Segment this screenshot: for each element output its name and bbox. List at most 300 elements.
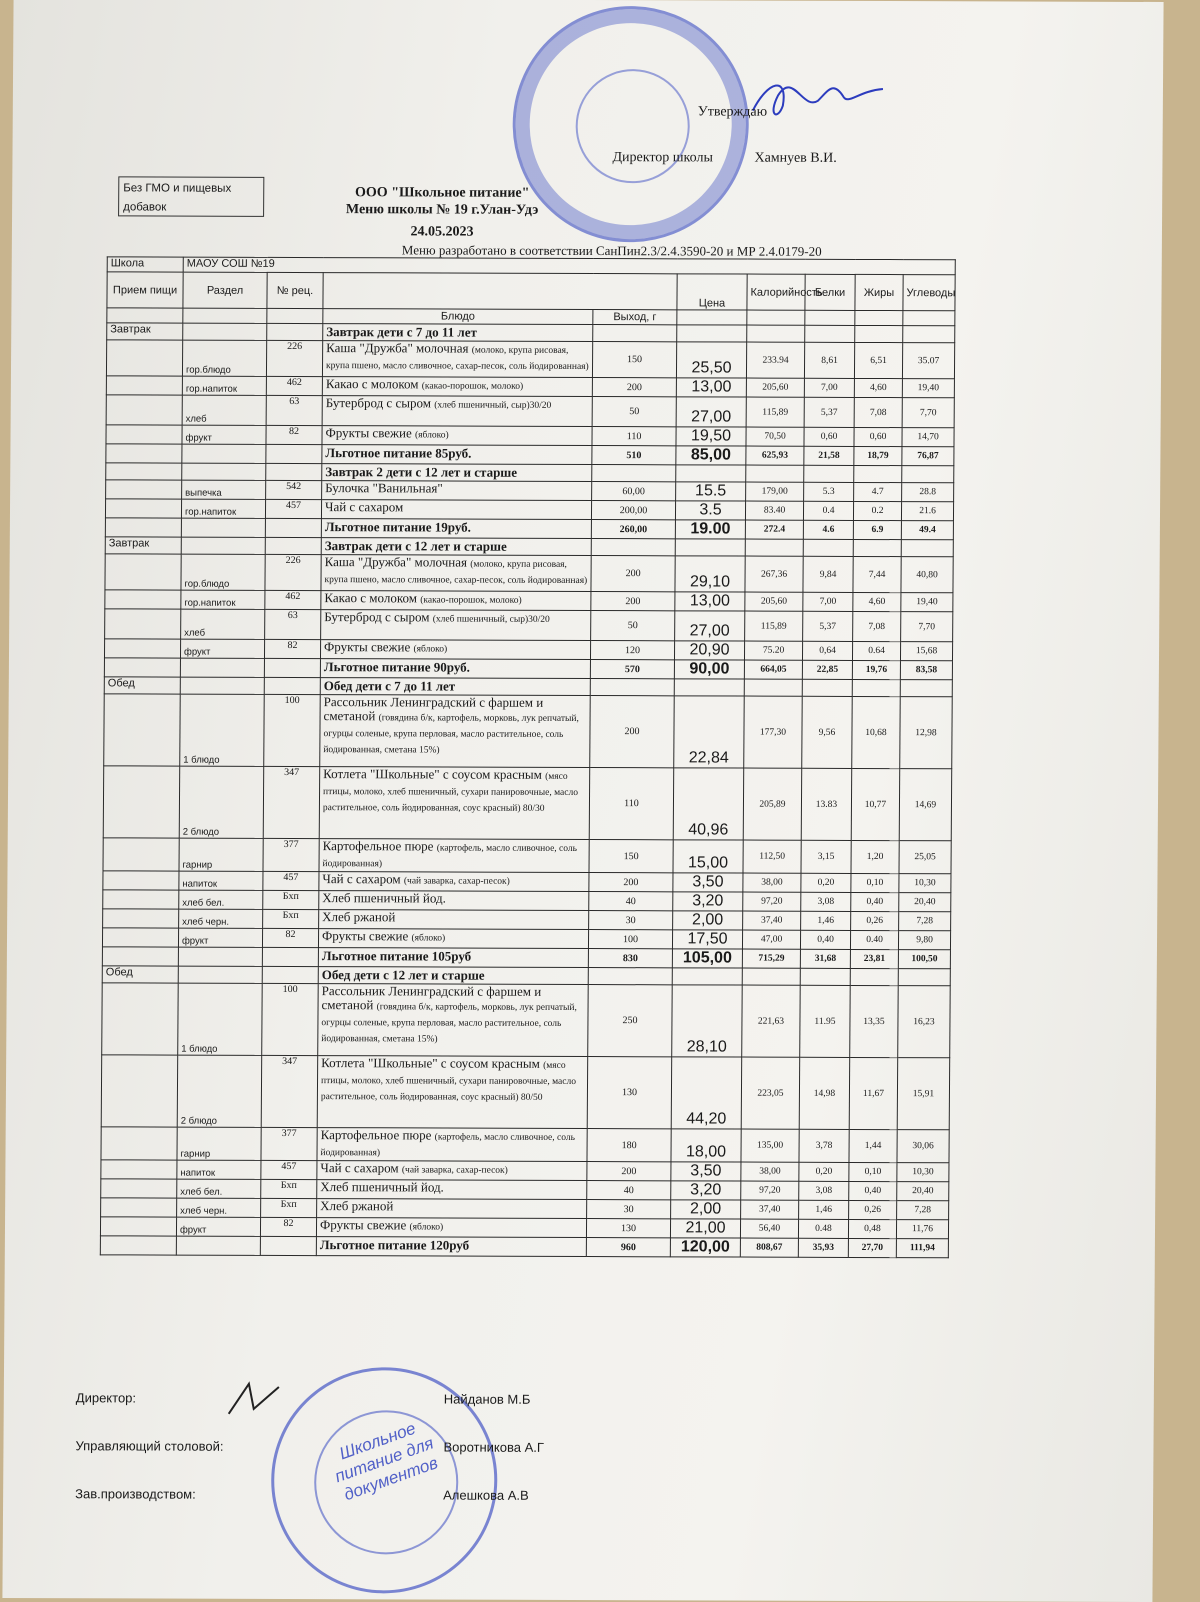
dish-row	[103, 838, 951, 874]
dish-cell	[321, 500, 591, 520]
total-calories: 664,05	[744, 660, 802, 679]
price: 40,96	[673, 768, 744, 840]
price: 22,84	[674, 696, 745, 768]
output: 110	[592, 427, 676, 446]
dish-cell	[320, 640, 590, 660]
total-protein: 22,85	[802, 660, 852, 679]
group-title: Завтрак дети с 12 лет и старше	[321, 538, 591, 556]
price: 28,10	[672, 985, 743, 1057]
carbs: 14,69	[899, 769, 952, 841]
output: 130	[586, 1219, 670, 1238]
price: 21,00	[670, 1219, 740, 1238]
carbs: 10,30	[897, 1163, 949, 1182]
total-carbs: 76,87	[902, 447, 954, 466]
calories: 115,89	[746, 397, 804, 427]
fat: 0,26	[851, 911, 899, 930]
school-label: Школа	[107, 257, 183, 272]
output: 180	[587, 1129, 671, 1162]
dish-name: Хлеб пшеничный йод.	[320, 1179, 444, 1194]
carbs: 7,70	[902, 398, 954, 428]
carbs: 35.07	[902, 343, 954, 379]
price: 27,00	[675, 611, 745, 641]
recipe-no: 63	[266, 395, 322, 425]
calories: 115,89	[745, 611, 803, 641]
director-signature	[748, 61, 888, 131]
approval-row	[613, 150, 853, 151]
recipe-no: 82	[264, 639, 320, 658]
price: 15.5	[676, 482, 746, 501]
section: хлеб бел.	[177, 1179, 261, 1198]
dish-cell	[317, 1161, 587, 1181]
dish-ingredients: (какао-порошок, молоко)	[422, 381, 523, 391]
dish-cell	[319, 839, 589, 873]
dish-cell	[322, 396, 592, 427]
protein: 11.95	[800, 985, 851, 1057]
total-output: 260,00	[591, 520, 675, 539]
section: гарнир	[179, 838, 263, 871]
output: 50	[592, 397, 676, 427]
approval-name: Хамнуев В.И.	[754, 151, 836, 167]
meal-name: Обед	[102, 966, 178, 983]
approval-position: Директор школы	[612, 150, 713, 166]
recipe-no: 63	[265, 609, 321, 639]
menu-title: Меню школы № 19 г.Улан-Удэ	[292, 202, 592, 219]
signature-name: Алешкова А.В	[443, 1488, 529, 1503]
price: 3,50	[671, 1162, 741, 1181]
col-section: Раздел	[183, 272, 267, 308]
dish-name: Рассольник Ленинградский с фаршем и сметаной	[322, 983, 542, 1012]
section: хлеб	[182, 395, 266, 425]
section: напиток	[177, 1160, 261, 1179]
protein: 9,84	[803, 556, 853, 592]
total-output: 960	[586, 1238, 670, 1257]
output: 110	[589, 768, 674, 840]
dish-row	[105, 499, 953, 521]
dish-name: Чай с сахаром	[325, 499, 403, 514]
calories: 223,05	[741, 1057, 800, 1129]
carbs: 7,28	[897, 1201, 949, 1220]
calories: 37,40	[743, 911, 801, 930]
output: 130	[587, 1057, 672, 1129]
carbs: 7,28	[899, 912, 951, 931]
recipe-no: 462	[265, 590, 321, 609]
output: 200	[590, 696, 675, 768]
total-output: 830	[588, 949, 672, 968]
dish-name: Фрукты свежие	[320, 1217, 406, 1232]
output: 200	[591, 592, 675, 611]
recipe-no: 347	[261, 1055, 318, 1127]
carbs: 19,40	[902, 379, 954, 398]
col-output: Выход, г	[593, 310, 677, 325]
recipe-no: 462	[266, 376, 322, 395]
dish-cell	[319, 767, 590, 840]
fat: 0,48	[848, 1219, 896, 1238]
total-carbs: 111,94	[896, 1239, 948, 1258]
section: 1 блюдо	[180, 694, 265, 766]
section: 2 блюдо	[177, 1055, 262, 1127]
protein: 3,08	[801, 892, 851, 911]
total-label: Льготное питание 90руб.	[320, 659, 590, 679]
dish-ingredients: (картофель, масло сливочное, соль йодированная)	[323, 843, 578, 869]
output: 150	[589, 840, 673, 873]
recipe-no: Бхп	[261, 1198, 317, 1217]
carbs: 7,70	[901, 612, 953, 642]
col-recipe: № рец.	[267, 272, 323, 308]
fat: 7,08	[854, 397, 902, 427]
col-carbs: Углеводы	[903, 275, 955, 311]
fat: 0,60	[854, 427, 902, 446]
price: 13,00	[676, 378, 746, 397]
dish-row	[105, 609, 953, 642]
protein: 1,46	[799, 1200, 849, 1219]
protein: 0,60	[804, 427, 854, 446]
output: 60,00	[592, 482, 676, 501]
menu-date: 24.05.2023	[342, 224, 542, 241]
col-fat: Жиры	[855, 274, 903, 310]
fat: 1,44	[849, 1129, 897, 1162]
col-price: Цена	[677, 274, 747, 310]
dish-row	[101, 1055, 950, 1130]
output: 50	[591, 611, 675, 641]
dish-ingredients: (мясо птицы, молоко, хлеб пшеничный, сухари панировочные, масло растительное, соль йодированная, соус красный) 80/50	[321, 1061, 576, 1103]
fat: 11,67	[849, 1057, 898, 1129]
dish-cell	[322, 481, 592, 501]
total-price: 85,00	[676, 446, 746, 465]
fat: 7,08	[853, 611, 901, 641]
total-label: Льготное питание 120руб	[316, 1237, 586, 1257]
output: 30	[587, 1200, 671, 1219]
carbs: 11,76	[896, 1220, 948, 1239]
dish-cell	[320, 695, 591, 768]
carbs: 28.8	[902, 483, 954, 502]
calories: 205,60	[746, 378, 804, 397]
dish-ingredients: (картофель, масло сливочное, соль йодированная)	[320, 1132, 575, 1158]
price: 2,00	[673, 911, 743, 930]
col-protein: Белки	[805, 274, 855, 310]
carbs: 9,80	[898, 931, 950, 950]
carbs: 15,91	[897, 1058, 950, 1130]
protein: 0,64	[802, 641, 852, 660]
price: 20,90	[674, 641, 744, 660]
total-fat: 18,79	[854, 446, 902, 465]
carbs: 19,40	[901, 593, 953, 612]
protein: 0.48	[798, 1219, 848, 1238]
meal-name: Обед	[104, 677, 180, 694]
signature-name: Найданов М.Б	[444, 1392, 531, 1407]
dish-cell	[318, 929, 588, 949]
recipe-no: 100	[264, 694, 321, 766]
dish-ingredients: (молоко, крупа рисовая, крупа пшено, масло сливочное, сахар-песок, соль йодированная)	[324, 560, 587, 586]
fat: 4.7	[854, 482, 902, 501]
total-price: 120,00	[670, 1238, 740, 1257]
section: хлеб черн.	[179, 909, 263, 928]
group-title: Обед дети с 7 до 11 лет	[320, 678, 590, 696]
dish-cell	[321, 610, 591, 641]
section: гор.блюдо	[182, 340, 266, 376]
total-calories: 715,29	[742, 949, 800, 968]
price: 3,20	[673, 892, 743, 911]
fat: 0.40	[850, 930, 898, 949]
protein: 0,40	[800, 930, 850, 949]
dish-cell	[317, 1199, 587, 1219]
no-gmo-note: Без ГМО и пищевых добавок	[118, 176, 264, 217]
recipe-no: 457	[265, 499, 321, 518]
group-title: Обед дети с 12 лет и старше	[318, 967, 588, 985]
price: 44,20	[671, 1057, 742, 1129]
signature-role: Директор:	[76, 1390, 136, 1405]
dish-ingredients: (говядина б/к, картофель, морковь, лук репчатый, огурцы соленые, крупа перловая, масло растительное, соль йодированная, сметана 15%)	[321, 1002, 577, 1044]
recipe-no: Бхп	[263, 890, 319, 909]
group-title: Завтрак дети с 7 до 11 лет	[323, 324, 593, 342]
calories: 267,36	[745, 556, 803, 592]
dish-ingredients: (чай заварка, сахар-песок)	[404, 876, 510, 886]
dish-name: Фрукты свежие	[326, 425, 412, 440]
calories: 38,00	[741, 1162, 799, 1181]
recipe-no: 100	[262, 983, 319, 1055]
protein: 0,20	[801, 873, 851, 892]
dish-row	[106, 340, 954, 379]
dish-cell	[319, 910, 589, 930]
output: 40	[589, 892, 673, 911]
section: хлеб черн.	[177, 1198, 261, 1217]
total-carbs: 100,50	[898, 950, 950, 969]
fat: 0,10	[849, 1162, 897, 1181]
meal-name	[106, 463, 182, 480]
calories: 37,40	[741, 1200, 799, 1219]
dish-ingredients: (какао-порошок, молоко)	[420, 595, 521, 605]
fat: 0,10	[851, 873, 899, 892]
dish-cell	[318, 984, 589, 1057]
output: 200	[591, 556, 675, 592]
dish-ingredients: (чай заварка, сахар-песок)	[402, 1165, 508, 1175]
section: хлеб бел.	[179, 890, 263, 909]
recipe-no: 82	[266, 425, 322, 444]
fat: 1,20	[851, 840, 899, 873]
dish-cell	[322, 377, 592, 397]
section: гарнир	[177, 1127, 261, 1160]
signature-name: Воротникова А.Г	[443, 1440, 544, 1455]
total-row	[100, 1236, 948, 1258]
menu-sheet	[2, 0, 1163, 1602]
section: напиток	[179, 871, 263, 890]
protein: 9,56	[802, 696, 853, 768]
recipe-no: 377	[261, 1127, 317, 1160]
dish-name: Каша "Дружба" молочная	[325, 554, 467, 569]
dish-cell	[319, 891, 589, 911]
price: 2,00	[671, 1200, 741, 1219]
output: 200	[592, 378, 676, 397]
total-price: 90,00	[674, 660, 744, 679]
section: фрукт	[178, 928, 262, 947]
price: 3.5	[675, 501, 745, 520]
calories: 205,89	[743, 768, 802, 840]
section: гор.напиток	[181, 499, 265, 518]
dish-ingredients: (яблоко)	[411, 933, 445, 943]
protein: 5,37	[804, 397, 854, 427]
total-protein: 31,68	[800, 949, 850, 968]
price: 17,50	[672, 930, 742, 949]
carbs: 20,40	[899, 893, 951, 912]
total-fat: 23,81	[850, 949, 898, 968]
approval-label: Утверждаю	[698, 104, 767, 120]
price: 19,50	[676, 427, 746, 446]
dish-ingredients: (яблоко)	[413, 644, 447, 654]
dish-cell	[317, 1180, 587, 1200]
section: выпечка	[182, 480, 266, 499]
total-price: 105,00	[672, 949, 742, 968]
calories: 70,50	[746, 427, 804, 446]
protein: 3,08	[799, 1181, 849, 1200]
dish-name: Котлета "Школьные" с соусом красным	[321, 1055, 540, 1071]
org-title: ООО "Школьное питание"	[302, 185, 582, 202]
dish-row	[105, 590, 953, 612]
dish-row	[102, 983, 951, 1058]
fat: 13,35	[850, 985, 899, 1057]
dish-name: Каша "Дружба" молочная	[326, 340, 468, 355]
fat: 7,44	[853, 556, 901, 592]
dish-row	[105, 554, 953, 593]
dish-cell	[322, 341, 592, 378]
total-fat: 19,76	[852, 660, 900, 679]
output: 30	[589, 911, 673, 930]
fat: 0,40	[849, 1181, 897, 1200]
price: 3,20	[671, 1181, 741, 1200]
protein: 14,98	[799, 1057, 850, 1129]
group-title: Завтрак 2 дети с 12 лет и старше	[322, 464, 592, 482]
fat: 0,40	[851, 892, 899, 911]
carbs: 30,06	[897, 1130, 949, 1163]
fat: 10,68	[852, 696, 901, 768]
section: хлеб	[181, 609, 265, 639]
recipe-no: 226	[266, 340, 322, 376]
recipe-no: 82	[260, 1217, 316, 1236]
section: гор.напиток	[182, 376, 266, 395]
fat: 4,60	[853, 592, 901, 611]
calories: 233.94	[746, 342, 804, 378]
calories: 83.40	[745, 501, 803, 520]
school-name: МАОУ СОШ №19	[183, 257, 955, 275]
protein: 1,46	[801, 911, 851, 930]
dish-ingredients: (хлеб пшеничный, сыр)30/20	[433, 614, 550, 624]
dish-row	[103, 766, 952, 841]
dish-row	[104, 694, 953, 769]
calories: 56,40	[740, 1219, 798, 1238]
calories: 135,00	[741, 1129, 799, 1162]
protein: 7,00	[804, 378, 854, 397]
price: 25,50	[676, 342, 746, 378]
output: 200	[589, 873, 673, 892]
dish-name: Хлеб пшеничный йод.	[322, 890, 446, 905]
dish-ingredients: (мясо птицы, молоко, хлеб пшеничный, сухари панировочные, масло растительное, соль йодированная, соус красный) 80/30	[323, 772, 578, 814]
dish-cell	[321, 591, 591, 611]
total-output: 510	[592, 446, 676, 465]
total-calories: 272.4	[745, 520, 803, 539]
total-fat: 6.9	[853, 520, 901, 539]
dish-name: Фрукты свежие	[322, 928, 408, 943]
output: 250	[588, 985, 673, 1057]
dish-ingredients: (молоко, крупа рисовая, крупа пшено, масло сливочное, сахар-песок, соль йодированная)	[326, 346, 589, 372]
recipe-no: 542	[266, 480, 322, 499]
dish-row	[101, 1127, 949, 1163]
calories: 112,50	[743, 840, 801, 873]
carbs: 25,05	[899, 841, 951, 874]
output: 150	[592, 342, 676, 378]
recipe-no: 82	[262, 928, 318, 947]
total-carbs: 83,58	[900, 661, 952, 680]
total-label: Льготное питание 105руб	[318, 948, 588, 968]
output: 200	[587, 1162, 671, 1181]
protein: 3,78	[799, 1129, 849, 1162]
calories: 177,30	[744, 696, 803, 768]
calories: 179,00	[746, 482, 804, 501]
price: 18,00	[671, 1129, 741, 1162]
dish-cell	[316, 1218, 586, 1238]
section: фрукт	[176, 1217, 260, 1236]
output: 120	[590, 641, 674, 660]
carbs: 14,70	[902, 428, 954, 447]
col-dish: Блюдо	[323, 309, 593, 325]
signature-role: Зав.производством:	[75, 1486, 196, 1501]
dish-ingredients: (яблоко)	[415, 430, 449, 440]
protein: 13.83	[801, 768, 852, 840]
protein: 0,20	[799, 1162, 849, 1181]
dish-cell	[317, 1056, 588, 1129]
calories: 97,20	[743, 892, 801, 911]
meal-name: Завтрак	[105, 537, 181, 554]
price: 13,00	[675, 592, 745, 611]
col-meal: Прием пищи	[107, 272, 183, 308]
fat: 0.2	[853, 501, 901, 520]
fat: 4,60	[854, 378, 902, 397]
bottom-signature	[224, 1379, 284, 1419]
protein: 5,37	[803, 611, 853, 641]
section: 2 блюдо	[179, 766, 264, 838]
menu-table	[100, 256, 956, 1258]
signature-role: Управляющий столовой:	[75, 1438, 223, 1454]
output: 40	[587, 1181, 671, 1200]
fat: 0,26	[849, 1200, 897, 1219]
carbs: 12,98	[900, 697, 953, 769]
dish-cell	[317, 1128, 587, 1162]
protein: 5.3	[804, 482, 854, 501]
dish-name: Картофельное пюре	[321, 1127, 432, 1142]
total-output: 570	[590, 660, 674, 679]
dish-name: Чай с сахаром	[322, 871, 400, 886]
fat: 0.64	[852, 641, 900, 660]
total-calories: 625,93	[746, 446, 804, 465]
fat: 6,51	[854, 342, 902, 378]
dish-name: Фрукты свежие	[324, 639, 410, 654]
dish-name: Бутерброд с сыром	[324, 609, 429, 624]
carbs: 16,23	[898, 986, 951, 1058]
dish-cell	[319, 872, 589, 892]
dish-cell	[321, 555, 591, 592]
total-label: Льготное питание 19руб.	[321, 519, 591, 539]
recipe-no: 457	[261, 1160, 317, 1179]
dish-name: Картофельное пюре	[323, 838, 434, 853]
dish-ingredients: (говядина б/к, картофель, морковь, лук репчатый, огурцы соленые, крупа перловая, масло растительное, соль йодированная, сметана 15%)	[323, 713, 579, 755]
carbs: 40,80	[901, 557, 953, 593]
price: 15,00	[673, 840, 743, 873]
recipe-no: 226	[265, 554, 321, 590]
dish-name: Бутерброд с сыром	[326, 395, 431, 410]
dish-ingredients: (хлеб пшеничный, сыр)30/20	[434, 400, 551, 410]
total-fat: 27,70	[848, 1238, 896, 1257]
price: 29,10	[675, 556, 745, 592]
calories: 38,00	[743, 873, 801, 892]
protein: 8,61	[804, 342, 854, 378]
price: 3,50	[673, 873, 743, 892]
